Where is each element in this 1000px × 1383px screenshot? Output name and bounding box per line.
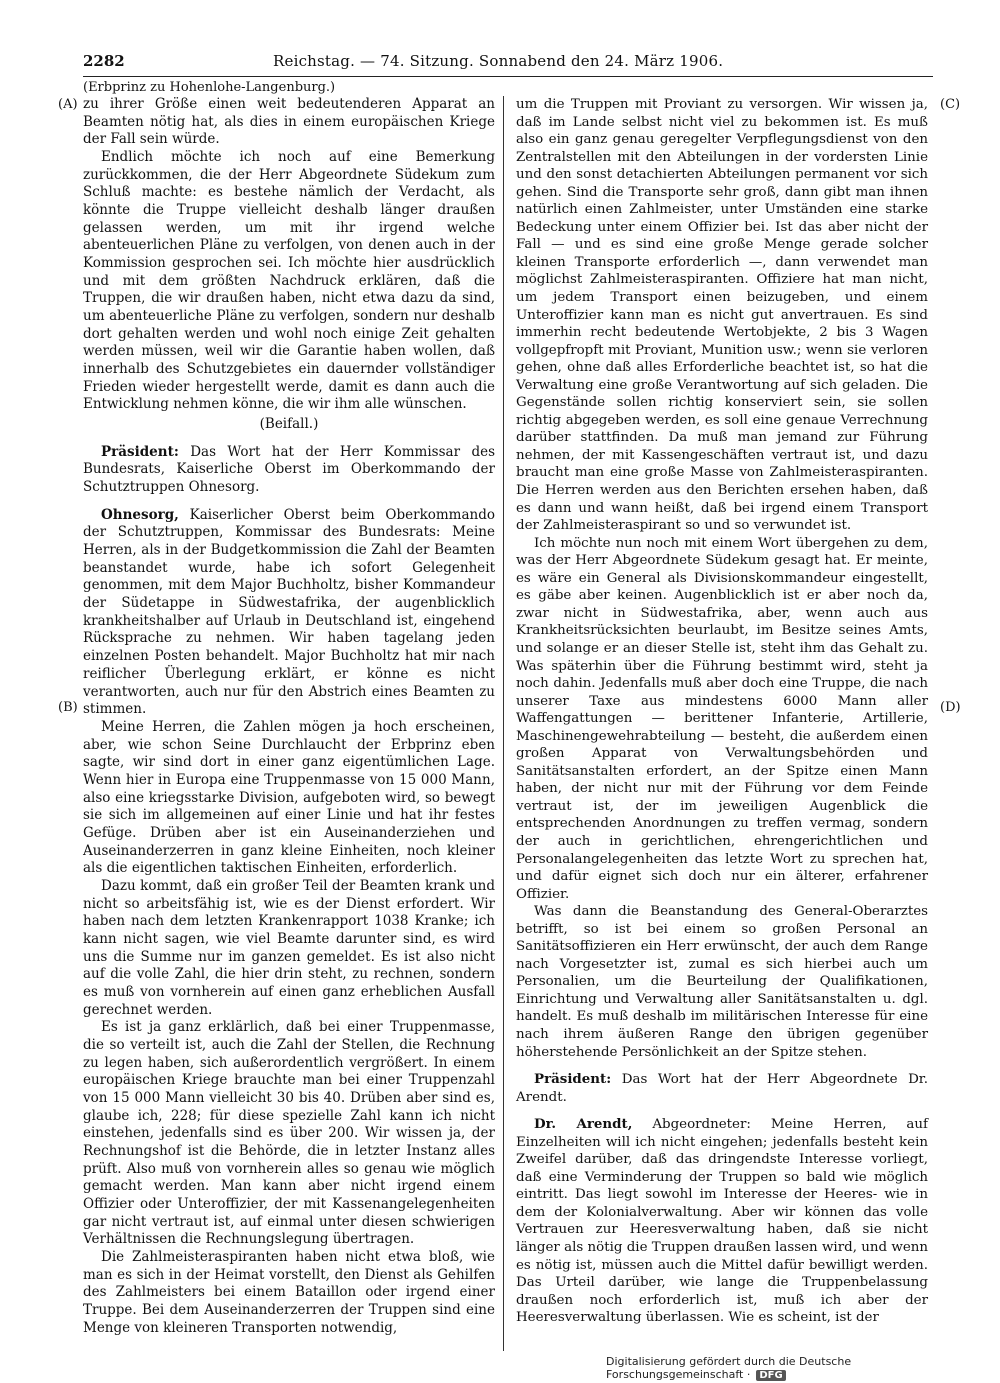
footer-credit: [606, 1355, 986, 1381]
paragraph: Was dann die Beanstandung des General-Oberarztes betrifft, so ist bei einem so großen Personal an Sanitätsoffizieren ein Herr erwünscht, der auch dem Range nach Vorgesetzter ist, zumal es sich hierbei auch um Personalien, um die Beurteilung der Qualifikationen, Einrichtung und Verwaltung aller Sanitätsanstalten u. dgl. handelt. Es muß deshalb im militärischen Interesse für eine nach ihrem äußeren Range den übrigen gegenüber höherstehende Persönlichkeit an der Spitze stehen.: [516, 904, 928, 1060]
margin-mark-b: (B): [58, 700, 78, 715]
paragraph: um die Truppen mit Proviant zu versorgen. Wir wissen ja, daß im Lande selbst nicht viel zu bekommen ist. Es muß also ein ganz genau geregelter Verpflegungsdienst von den Zentralstellen mit den Abteilungen in der vordersten Linie und den sonst detachierten Abteilungen permanent vor sich gehen. Sind die Transporte sehr groß, dann gibt man ihnen natürlich einen Zahlmeister, unter Umständen eine starke Bedeckung unter einem Offizier bei. Ist das aber nicht der Fall — und es sind eine große Menge gerade solcher kleinen Transporte erforderlich —, dann verwendet man möglichst Zahlmeisteraspiranten. Offiziere hat man nicht, um jedem Transport einen beizugeben, und einem Unteroffizier kann man es nicht gut anvertrauen. Es sind immerhin recht bedeutende Wertobjekte, 2 bis 3 Wagen vollgepfropft mit Proviant, Munition usw.; wenn sie verloren gehen, ohne daß alles Erforderliche beachtet ist, so hat die Verwaltung eine große Verantwortung auf sich geladen. Die Gegenstände sollen richtig konserviert sein, sie sollen richtig abgegeben werden, es soll eine genaue Verrechnung darüber stattfinden. Da muß man jemand zur Führung nehmen, der mit Kassengeschäften vertraut ist, und dazu braucht man eine große Masse von Zahlmeisteraspiranten. Die Herren werden aus den Berichten ersehen haben, daß es dann und wann heißt, daß bei irgend einem Transport der Zahlmeisteraspirant so und so verwundet ist.: [516, 97, 928, 534]
paragraph: Meine Herren, die Zahlen mögen ja hoch erscheinen, aber, wie schon Seine Durchlaucht der Erbprinz eben sagte, wir sind dort in einer ganz eigentümlichen Lage. Wenn hier in Europa eine Truppenmasse von 15 000 Mann, also eine kriegsstarke Division, aufgeboten wird, so bewegt sie sich im allgemeinen auf einer Linie und hat ihr festes Gefüge. Drüben aber ist ein Auseinanderziehen und Auseinanderzerren in ganz kleine Einheiten, noch kleiner als die eigentlichen taktischen Einheiten, erforderlich.: [83, 718, 495, 877]
speaker-name: Ohnesorg,: [101, 506, 179, 523]
margin-mark-a: (A): [58, 97, 78, 112]
speaker-heading: (Erbprinz zu Hohenlohe-Langenburg.): [83, 80, 336, 95]
paragraph: zu ihrer Größe einen weit bedeutenderen Apparat an Beamten nötig hat, als dies in einem europäischen Kriege der Fall sein würde.: [83, 96, 495, 148]
speaker-name: Präsident:: [101, 443, 179, 460]
page-header: [83, 50, 933, 77]
right-column: [516, 96, 928, 1327]
speech-paragraph: Präsident: Das Wort hat der Herr Abgeordnete Dr. Arendt.: [516, 1071, 928, 1105]
speech-paragraph: Präsident: Das Wort hat der Herr Kommissar des Bundesrats, Kaiserliche Oberst im Oberkommando der Schutztruppen Ohnesorg.: [83, 443, 495, 496]
page-number: 2282: [83, 52, 125, 70]
left-column: [83, 96, 495, 1337]
dfg-logo: DFG: [756, 1370, 785, 1381]
paragraph: Endlich möchte ich noch auf eine Bemerkung zurückkommen, die der Herr Abgeordnete Südekum zum Schluß machte: es bestehe nämlich der Verdacht, als könnte die Truppe vielleicht deshalb länger draußen gelassen werden, um mit ihr irgend welche abenteuerlichen Pläne zu verfolgen, von denen auch in der Kommission gesprochen sei. Ich möchte hier ausdrücklich und mit dem größten Nachdruck erklären, daß die Truppen, die wir draußen haben, nicht etwa dazu da sind, um abenteuerliche Pläne zu verfolgen, sondern nur deshalb dort gehalten werden und wohl noch einige Zeit gehalten werden müssen, weil wir die Garantie haben wollen, daß innerhalb des Schutzgebietes ein dauernder vollständiger Frieden wieder hergestellt werde, damit es dann auch die Entwicklung nehmen könne, die wir ihm alle wünschen.: [83, 149, 495, 413]
running-title: Reichstag. — 74. Sitzung. Sonnabend den 24. März 1906.: [273, 52, 724, 70]
paragraph: Ich möchte nun noch mit einem Wort übergehen zu dem, was der Herr Abgeordnete Südekum gesagt hat. Er meinte, es wäre ein General als Divisionskommandeur eingestellt, es gäbe aber keinen. Augenblicklich ist er aber noch da, zwar nicht in Südwestafrika, aber, wenn auch aus Krankheitsrücksichten beurlaubt, im Besitze seines Amts, und solange er an dieser Stelle ist, steht ihm das Gehalt zu. Was späterhin über die Führung bestimmt wird, steht ja noch dahin. Jedenfalls muß aber doch eine Truppe, die nach unserer Taxe aus mindestens 6000 Mann aller Waffengattungen — berittener Infanterie, Artillerie, Maschinengewehrabteilung — besteht, die außerdem einen großen Apparat von Verwaltungsbehörden und Sanitätsanstalten erfordert, an der Spitze einen Mann haben, der nicht nur mit der Führung vor dem Feinde vertraut ist, der im jeweiligen Augenblick die entsprechenden Anordnungen zu treffen vermag, sondern der auch in gerichtlichen, ehrengerichtlichen und Personalangelegenheiten das letzte Wort zu sprechen hat, und dafür eignet sich doch nur ein älterer, erfahrener Offizier.: [516, 535, 928, 902]
funding-note: Digitalisierung gefördert durch die Deutsche Forschungsgemeinschaft ·: [606, 1355, 852, 1381]
margin-mark-c: (C): [940, 97, 961, 112]
speech-paragraph: Ohnesorg, Kaiserlicher Oberst beim Oberkommando der Schutztruppen, Kommissar des Bundesrats: Meine Herren, als in der Budgetkommission die Zahl der Beamten beanstandet wurde, habe ich sofort Gelegenheit genommen, mit dem Major Buchholtz, bisher Kommandeur der Südetappe in Südwestafrika, der augenblicklich krankheitshalber auf Urlaub in Deutschland ist, eingehend Rücksprache zu nehmen. Wir haben tagelang jeden einzelnen Posten behandelt. Major Buchholtz hat mir nach reiflicher Überlegung erklärt, er könne es nicht verantworten, auch nur für den Abstrich eines Beamten zu stimmen.: [83, 506, 495, 718]
applause-note: (Beifall.): [259, 416, 319, 433]
paragraph: Die Zahlmeisteraspiranten haben nicht etwa bloß, wie man es sich in der Heimat vorstellt, den Dienst als Gehilfen des Zahlmeisters bei einem Bataillon oder irgend einer Truppe. Bei dem Auseinanderzerren der Truppen sind eine Menge von kleineren Transporten notwendig,: [83, 1249, 495, 1336]
paragraph: Es ist ja ganz erklärlich, daß bei einer Truppenmasse, die so verteilt ist, auch die Zahl der Stellen, die Rechnung zu legen haben, sich außerordentlich vergrößert. In einem europäischen Kriege brauchte man bei einer Truppenzahl von 15 000 Mann vielleicht 30 bis 40. Drüben aber sind es, glaube ich, 228; für diese spezielle Zahl kann ich nicht einstehen, jedenfalls sind es über 200. Wir wissen ja, der Rechnungshof ist die Behörde, die in letzter Instanz alles prüft. Also muß von vornherein alles so genau wie möglich gemacht werden. Man kann aber nicht irgend einem Offizier oder Unteroffizier, der mit Kassenangelegenheiten gar nicht vertraut ist, auf einmal unter diesen schwierigen Verhältnissen die Rechnungslegung übertragen.: [83, 1019, 495, 1248]
speaker-name: Dr. Arendt,: [534, 1116, 633, 1133]
column-divider: [503, 96, 504, 1351]
speaker-name: Präsident:: [534, 1071, 612, 1088]
speech-paragraph: Dr. Arendt, Abgeordneter: Meine Herren, auf Einzelheiten will ich nicht eingehen; jedenfalls besteht kein Zweifel darüber, daß das dringendste Interesse vorliegt, daß eine Verminderung der Truppen so bald wie möglich eintritt. Das liegt sowohl im Interesse der Heeres- wie in dem der Kolonialverwaltung. Aber wir können das volle Vertrauen zur Heeresverwaltung haben, daß sie nicht länger als nötig die Truppen draußen lassen wird, und wenn es nötig ist, müssen auch die Mittel dafür bewilligt werden. Das Urteil darüber, wie lange die Truppenbelassung draußen noch erforderlich ist, muß ich aber der Heeresverwaltung überlassen. Wie es scheint, ist der: [516, 1116, 928, 1326]
margin-mark-d: (D): [940, 700, 961, 715]
paragraph: Dazu kommt, daß ein großer Teil der Beamten krank und nicht so arbeitsfähig ist, wie es der Dienst erfordert. Wir haben nach dem letzten Krankenrapport 1038 Kranke; ich kann nicht sagen, wie viel Beamte darunter sind, es wird uns die Summe nur im ganzen gemeldet. Es ist also nicht auf die volle Zahl, die hier drin steht, zu rechnen, sondern es muß von vornherein auf einen ganz erheblichen Ausfall gerechnet werden.: [83, 877, 495, 1018]
